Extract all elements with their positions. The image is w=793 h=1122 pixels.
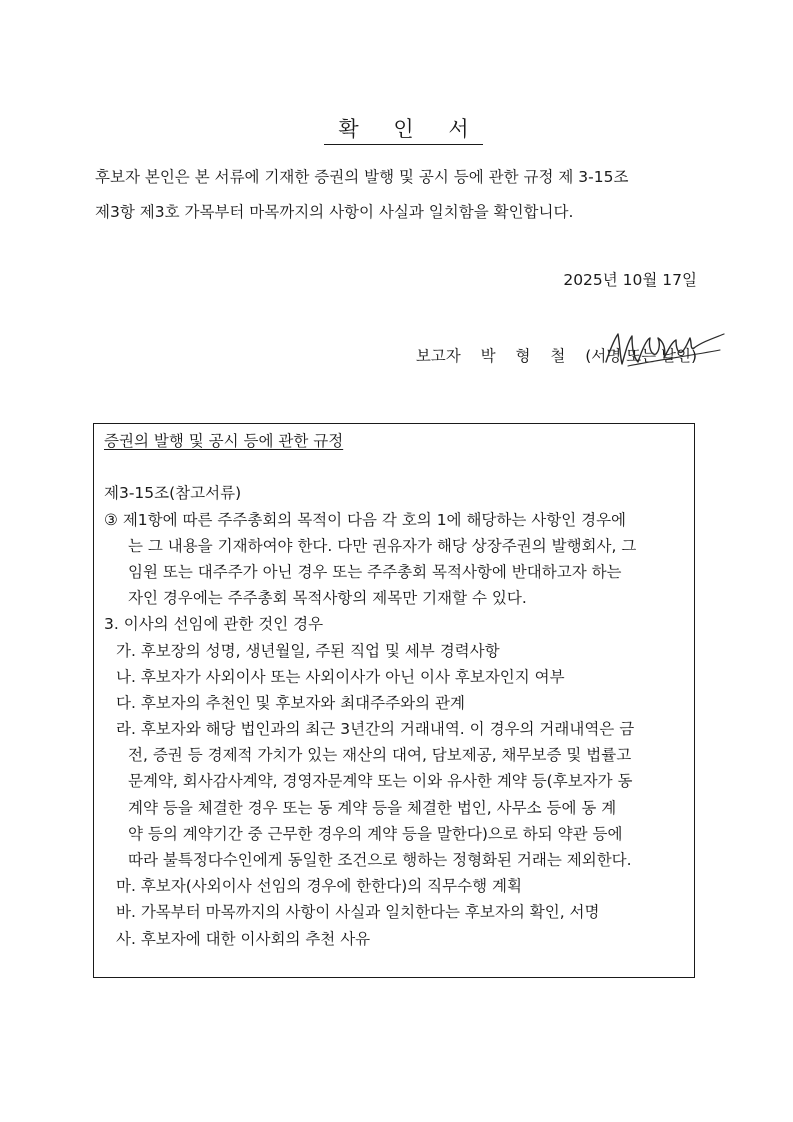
clause-line: 자인 경우에는 주주총회 목적사항의 제목만 기재할 수 있다. <box>128 589 527 608</box>
clause-line: 임원 또는 대주주가 아닌 경우 또는 주주총회 목적사항에 반대하고자 하는 <box>128 562 622 581</box>
sub-item-ra-line: 라. 후보자와 해당 법인과의 최근 3년간의 거래내역. 이 경우의 거래내역은 금 <box>116 720 635 739</box>
regulation-heading: 증권의 발행 및 공시 등에 관한 규정 <box>104 432 344 450</box>
signer-role: 보고자 <box>415 347 461 365</box>
signer-name-1: 박 <box>480 347 496 365</box>
confirmation-statement <box>95 160 715 230</box>
sub-item-sa: 사. 후보자에 대한 이사회의 추천 사유 <box>116 929 371 948</box>
sub-item-ga: 가. 후보장의 성명, 생년월일, 주된 직업 및 세부 경력사항 <box>116 641 500 660</box>
sign-note: (서명 또는 날인) <box>585 347 697 365</box>
regulation-excerpt-box <box>93 423 695 978</box>
signer-line <box>416 344 697 368</box>
sub-item-ra-line: 계약 등을 체결한 경우 또는 동 계약 등을 체결한 법인, 사무소 등에 동 계 <box>128 798 617 817</box>
article-title: 제3-15조(참고서류) <box>104 484 242 503</box>
sub-item-ra-line: 따라 불특정다수인에게 동일한 조건으로 행하는 정형화된 거래는 제외한다. <box>128 851 632 869</box>
clause-line: ③ 제1항에 따른 주주총회의 목적이 다음 각 호의 1에 해당하는 사항인 경우에 <box>104 510 627 529</box>
document-date: 2025년 10월 17일 <box>563 271 697 289</box>
sub-item-da: 다. 후보자의 추천인 및 후보자와 최대주주와의 관계 <box>116 693 465 712</box>
sub-item-ra-line: 전, 증권 등 경제적 가치가 있는 재산의 대여, 담보제공, 채무보증 및 법률고 <box>128 746 632 765</box>
sub-item-ba: 바. 가목부터 마목까지의 사항이 사실과 일치한다는 후보자의 확인, 서명 <box>116 903 600 922</box>
confirmation-line-1: 후보자 본인은 본 서류에 기재한 증권의 발행 및 공시 등에 관한 규정 제 3-15조 <box>95 168 629 186</box>
signer-name-3: 철 <box>550 347 566 365</box>
confirmation-line-2: 제3항 제3호 가목부터 마목까지의 사항이 사실과 일치함을 확인합니다. <box>95 203 574 221</box>
signer-name-2: 형 <box>515 347 531 365</box>
sub-item-ra-line: 문계약, 회사감사계약, 경영자문계약 또는 이와 유사한 계약 등(후보자가 동 <box>128 772 633 791</box>
sub-item-ma: 마. 후보자(사외이사 선임의 경우에 한한다)의 직무수행 계획 <box>116 877 522 896</box>
clause-line: 는 그 내용을 기재하여야 한다. 다만 권유자가 해당 상장주권의 발행회사, 그 <box>128 536 637 555</box>
sub-item-ra-line: 약 등의 계약기간 중 근무한 경우의 계약 등을 말한다)으로 하되 약관 등에 <box>128 824 623 843</box>
item-3: 3. 이사의 선임에 관한 것인 경우 <box>104 615 324 634</box>
sub-item-na: 나. 후보자가 사외이사 또는 사외이사가 아닌 이사 후보자인지 여부 <box>116 667 565 686</box>
regulation-heading-row <box>104 428 694 454</box>
document-title <box>0 116 793 145</box>
blank-row <box>104 454 694 480</box>
document-title-text: 확 인 서 <box>324 116 482 145</box>
